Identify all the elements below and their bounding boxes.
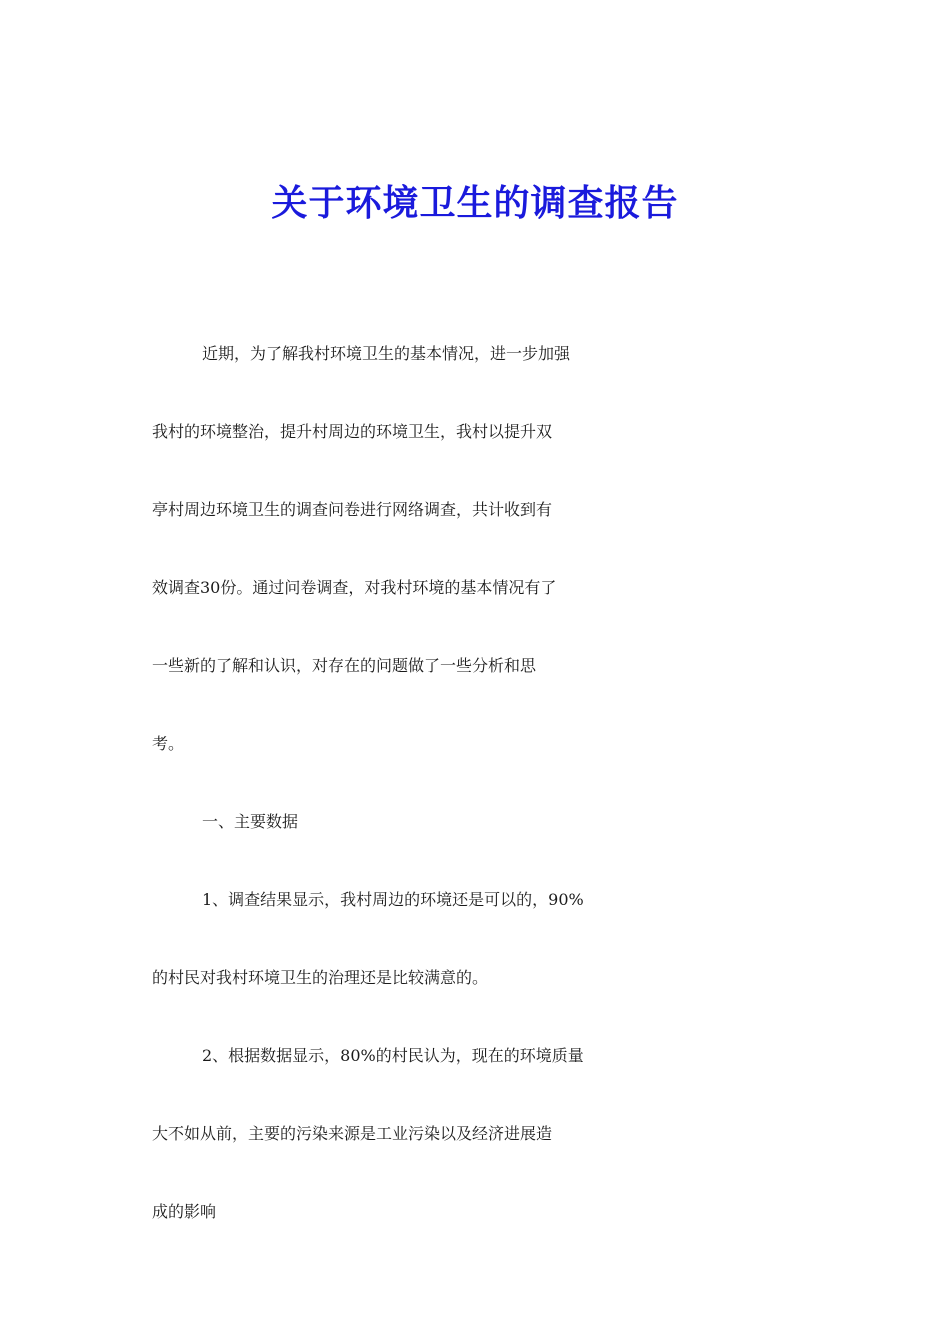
text-line: 1、调查结果显示，我村周边的环境还是可以的，90% bbox=[202, 890, 584, 909]
paragraph-intro bbox=[152, 327, 798, 771]
document-title: 关于环境卫生的调查报告 bbox=[271, 183, 679, 224]
section-heading bbox=[152, 795, 798, 849]
text-line: 成的影响 bbox=[152, 1202, 217, 1221]
paragraph-point-1 bbox=[152, 873, 798, 1005]
text-line: 一些新的了解和认识，对存在的问题做了一些分析和思 bbox=[152, 656, 537, 675]
text-line: 的村民对我村环境卫生的治理还是比较满意的。 bbox=[152, 968, 489, 987]
document-body bbox=[152, 327, 798, 1263]
text-line: 我村的环境整治，提升村周边的环境卫生，我村以提升双 bbox=[152, 422, 553, 441]
text-line: 近期，为了解我村环境卫生的基本情况，进一步加强 bbox=[202, 344, 571, 363]
text-line: 一、主要数据 bbox=[202, 812, 299, 831]
paragraph-point-2 bbox=[152, 1029, 798, 1239]
text-line: 大不如从前，主要的污染来源是工业污染以及经济进展造 bbox=[152, 1124, 553, 1143]
text-line: 考。 bbox=[152, 734, 185, 753]
text-line: 效调查30份。通过问卷调查，对我村环境的基本情况有了 bbox=[152, 578, 557, 597]
text-line: 亭村周边环境卫生的调查问卷进行网络调查，共计收到有 bbox=[152, 500, 553, 519]
text-line: 2、根据数据显示，80%的村民认为，现在的环境质量 bbox=[202, 1046, 584, 1065]
